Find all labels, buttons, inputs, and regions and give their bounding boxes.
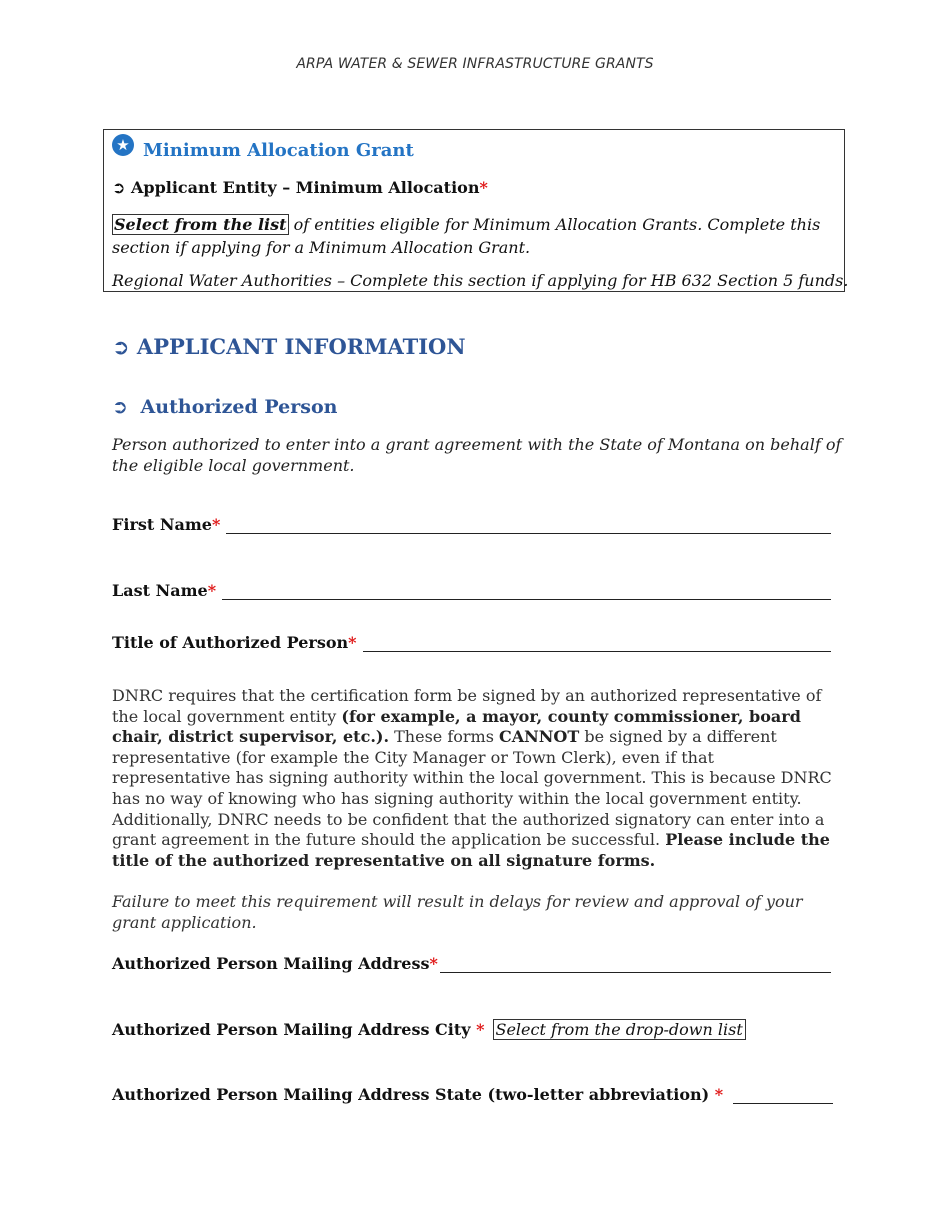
mailing-address-row <box>112 954 831 973</box>
mailing-city-label: Authorized Person Mailing Address City * <box>112 1020 485 1039</box>
regional-water-note: Regional Water Authorities – Complete this section if applying for HB 632 Section 5 funds. <box>112 271 849 290</box>
mailing-state-input[interactable] <box>733 1087 833 1104</box>
applicant-entity-label: Applicant Entity – Minimum Allocation <box>130 178 480 197</box>
mailing-address-input[interactable] <box>440 956 831 973</box>
authorized-person-title: Authorized Person <box>140 396 338 418</box>
mailing-state-row <box>112 1085 831 1104</box>
authorized-person-heading <box>112 396 337 418</box>
page-header: ARPA WATER & SEWER INFRASTRUCTURE GRANTS <box>296 56 654 72</box>
arrow-right-icon: ➲ <box>112 396 128 418</box>
failure-note: Failure to meet this requirement will result in delays for review and approval of your grant application. <box>112 892 803 932</box>
title-row <box>112 633 831 652</box>
dnrc-notice: DNRC requires that the certification form be signed by an authorized representative of the local government entity (for example, a mayor, county commissioner, board chair, district supervisor, etc.). These forms CANNOT be signed by a different representative (for example the City Manager or Town Clerk), even if that representative has signing authority within the local government. This is because DNRC has no way of knowing who has signing authority within the local government entity. Additionally, DNRC needs to be confident that the authorized signatory can enter into a grant agreement in the future should the application be successful. Please include the title of the authorized representative on all signature forms. <box>112 686 832 870</box>
title-label: Title of Authorized Person* <box>112 633 357 652</box>
applicant-information-heading <box>112 334 466 359</box>
arrow-right-icon: ➲ <box>112 335 130 359</box>
star-icon: ★ <box>112 134 134 156</box>
last-name-label: Last Name* <box>112 581 217 600</box>
mailing-city-dropdown[interactable]: Select from the drop-down list <box>493 1019 746 1040</box>
entity-select-text: of entities eligible for Minimum Allocation Grants. Complete this section if applying for a Minimum Allocation Grant. <box>112 215 821 257</box>
mailing-address-label: Authorized Person Mailing Address* <box>112 954 438 973</box>
mailing-city-row <box>112 1019 831 1040</box>
applicant-entity-label-row <box>112 178 488 197</box>
applicant-information-title: APPLICANT INFORMATION <box>136 334 466 359</box>
first-name-label: First Name* <box>112 515 221 534</box>
minimum-allocation-box <box>103 129 849 292</box>
entity-select-instructions <box>112 213 832 259</box>
entity-select-field[interactable]: Select from the list <box>114 215 287 234</box>
title-input[interactable] <box>363 635 832 652</box>
arrow-right-icon: ➲ <box>112 178 126 197</box>
required-mark: * <box>479 178 488 197</box>
last-name-input[interactable] <box>222 583 831 600</box>
authorized-person-description: Person authorized to enter into a grant agreement with the State of Montana on behalf of the eligible local government. <box>112 435 842 475</box>
last-name-row <box>112 581 831 600</box>
first-name-input[interactable] <box>226 517 831 534</box>
minimum-allocation-title: Minimum Allocation Grant <box>143 140 414 161</box>
first-name-row <box>112 515 831 534</box>
mailing-state-label: Authorized Person Mailing Address State (two-letter abbreviation) * <box>112 1085 724 1104</box>
